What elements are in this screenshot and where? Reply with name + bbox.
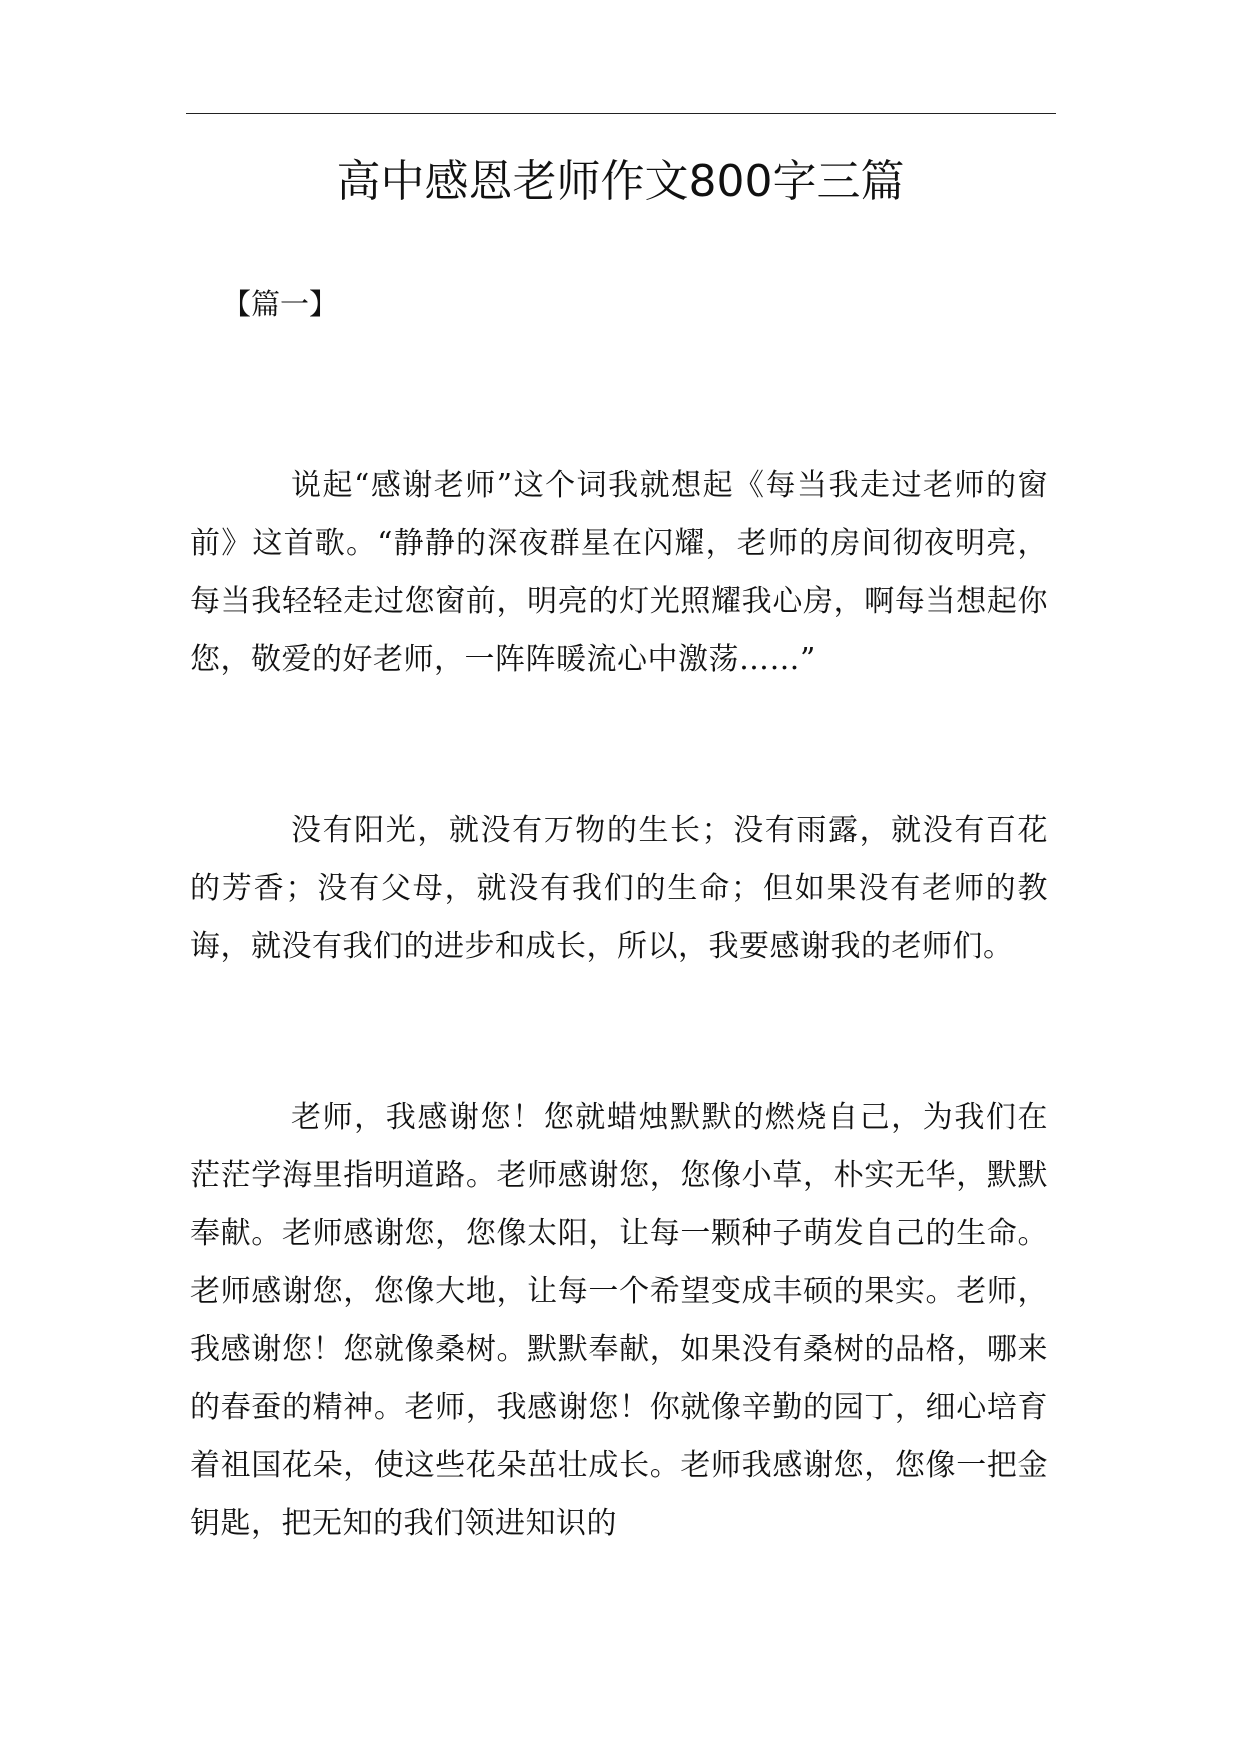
paragraph-3: 老师，我感谢您！您就蜡烛默默的燃烧自己，为我们在茫茫学海里指明道路。老师感谢您，您像小草，朴实无华，默默奉献。老师感谢您，您像太阳，让每一颗种子萌发自己的生命。老师感谢您，您像大地，让每一个希望变成丰硕的果实。老师，我感谢您！您就像桑树。默默奉献，如果没有桑树的品格，哪来的春蚕的精神。老师，我感谢您！你就像辛勤的园丁，细心培育着祖国花朵，使这些花朵茁壮成长。老师我感谢您，您像一把金钥匙，把无知的我们领进知识的 (190, 1100, 1048, 1541)
paragraph-2: 没有阳光，就没有万物的生长；没有雨露，就没有百花的芳香；没有父母，就没有我们的生命；但如果没有老师的教诲，就没有我们的进步和成长，所以，我要感谢我的老师们。 (190, 813, 1048, 964)
paragraph-1: 说起“感谢老师”这个词我就想起《每当我走过老师的窗前》这首歌。“静静的深夜群星在闪耀，老师的房间彻夜明亮，每当我轻轻走过您窗前，明亮的灯光照耀我心房，啊每当想起你您，敬爱的好老师，一阵阵暖流心中激荡……” (190, 468, 1048, 677)
section-label: 【篇一】 (222, 287, 339, 321)
header-rule (186, 113, 1056, 114)
document-title: 高中感恩老师作文800字三篇 (336, 156, 905, 207)
